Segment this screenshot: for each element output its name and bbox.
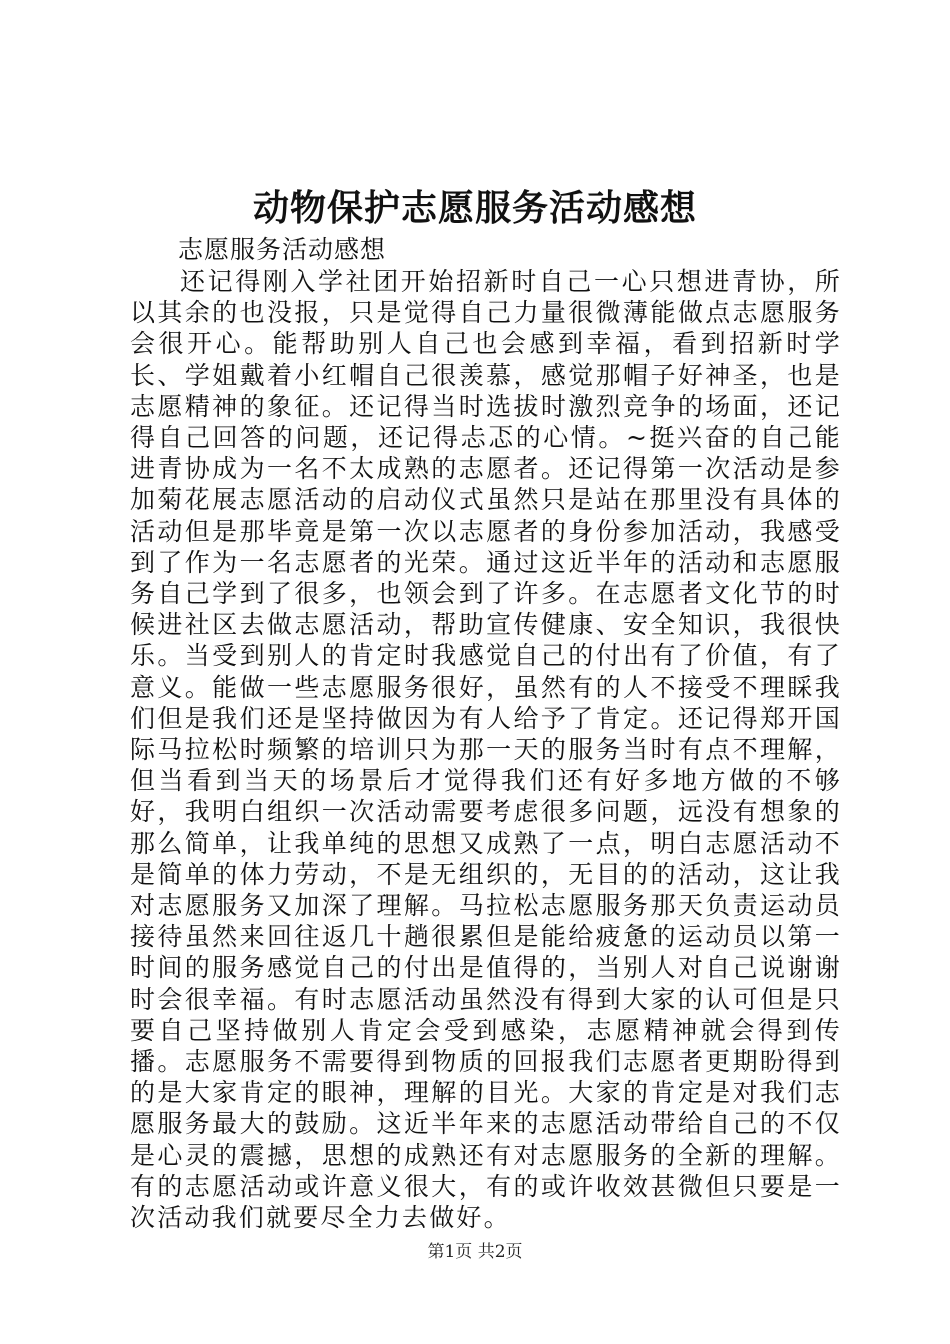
document-title: 动物保护志愿服务活动感想 — [252, 187, 697, 229]
body-paragraph: 还记得刚入学社团开始招新时自己一心只想进青协，所以其余的也没报，只是觉得自己力量很微薄能做点志愿服务会很开心。能帮助别人自己也会感到幸福，看到招新时学长、学姐戴着小红帽自己很羡慕，感觉那帽子好神圣，也是志愿精神的象征。还记得当时选拔时激烈竞争的场面，还记得自己回答的问题，还记得忐忑的心情。~挺兴奋的自己能进青协成为一名不太成熟的志愿者。还记得第一次活动是参加菊花展志愿活动的启动仪式虽然只是站在那里没有具体的活动但是那毕竟是第一次以志愿者的身份参加活动，我感受到了作为一名志愿者的光荣。通过这近半年的活动和志愿服务自己学到了很多，也领会到了许多。在志愿者文化节的时候进社区去做志愿活动，帮助宣传健康、安全知识，我很快乐。当受到别人的肯定时我感觉自己的付出有了价值，有了意义。能做一些志愿服务很好，虽然有的人不接受不理睬我们但是我们还是坚持做因为有人给予了肯定。还记得郑开国际马拉松时频繁的培训只为那一天的服务当时有点不理解，但当看到当天的场景后才觉得我们还有好多地方做的不够好，我明白组织一次活动需要考虑很多问题，远没有想象的那么简单，让我单纯的思想又成熟了一点，明白志愿活动不是简单的体力劳动，不是无组织的，无目的的活动，这让我对志愿服务又加深了理解。马拉松志愿服务那天负责运动员接待虽然来回往返几十趟很累但是能给疲惫的运动员以第一时间的服务感觉自己的付出是值得的，当别人对自己说谢谢时会很幸福。有时志愿活动虽然没有得到大家的认可但是只要自己坚持做别人肯定会受到感染，志愿精神就会得到传播。志愿服务不需要得到物质的回报我们志愿者更期盼得到的是大家肯定的眼神，理解的目光。大家的肯定是对我们志愿服务最大的鼓励。这近半年来的志愿活动带给自己的不仅是心灵的震撼，思想的成熟还有对志愿服务的全新的理解。有的志愿活动或许意义很大，有的或许收效甚微但只要是一次活动我们就要尽全力去做好。 — [130, 267, 842, 1233]
page-footer: 第1页 共2页 — [427, 1242, 523, 1262]
document-subtitle: 志愿服务活动感想 — [178, 235, 387, 264]
